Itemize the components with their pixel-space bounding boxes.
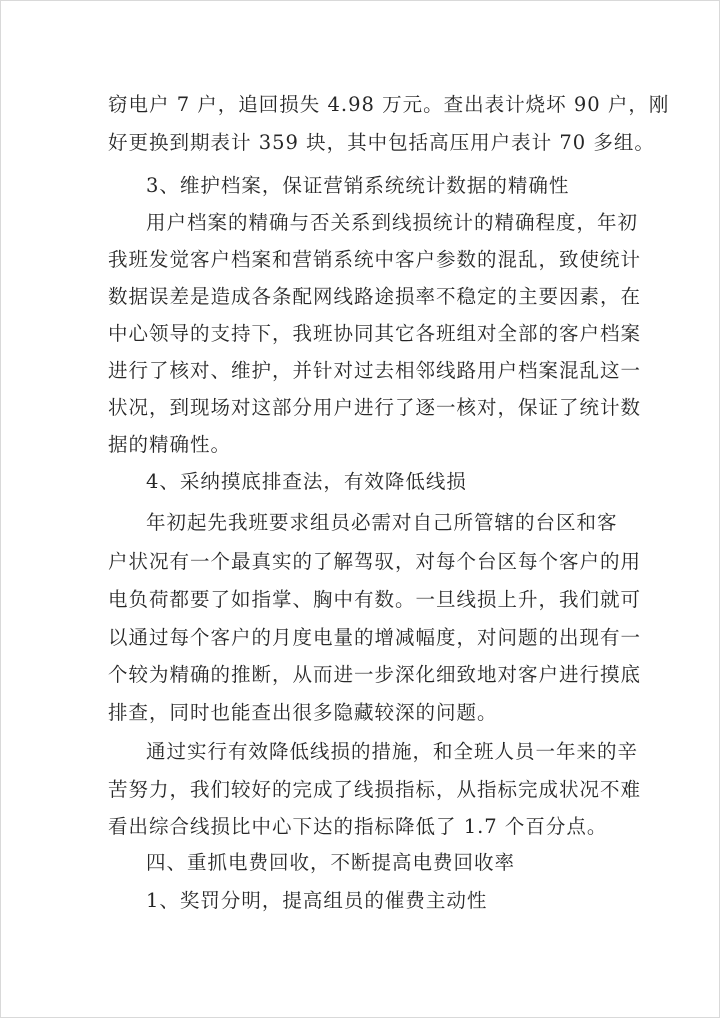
section-heading: 3、维护档案，保证营销系统统计数据的精确性 bbox=[146, 174, 570, 197]
section-heading: 1、奖罚分明，提高组员的催费主动性 bbox=[146, 889, 488, 912]
paragraph-line: 年初起先我班要求组员必需对自己所管辖的台区和客 bbox=[146, 511, 618, 534]
paragraph-line: 个较为精确的推断，从而进一步深化细致地对客户进行摸底 bbox=[108, 663, 642, 686]
paragraph-line: 苦努力，我们较好的完成了线损指标，从指标完成状况不难 bbox=[108, 778, 642, 801]
paragraph-line: 好更换到期表计 359 块，其中包括高压用户表计 70 多组。 bbox=[108, 131, 655, 154]
section-heading: 四、重抓电费回收，不断提高电费回收率 bbox=[146, 851, 516, 874]
paragraph-line: 排查，同时也能查出很多隐藏较深的问题。 bbox=[108, 701, 498, 724]
paragraph-line: 户状况有一个最真实的了解驾驭，对每个台区每个客户的用 bbox=[108, 550, 642, 573]
paragraph-line: 用户档案的精确与否关系到线损统计的精确程度，年初 bbox=[146, 211, 639, 234]
paragraph-line: 我班发觉客户档案和营销系统中客户参数的混乱，致使统计 bbox=[108, 248, 642, 271]
paragraph-line: 中心领导的支持下，我班协同其它各班组对全部的客户档案 bbox=[108, 322, 642, 345]
paragraph-line: 进行了核对、维护，并针对过去相邻线路用户档案混乱这一 bbox=[108, 359, 642, 382]
paragraph-line: 数据误差是造成各条配网线路途损率不稳定的主要因素，在 bbox=[108, 285, 642, 308]
paragraph-line: 通过实行有效降低线损的措施，和全班人员一年来的辛 bbox=[146, 740, 639, 763]
paragraph-line: 据的精确性。 bbox=[108, 433, 232, 456]
paragraph-line: 窃电户 7 户，追回损失 4.98 万元。查出表计烧坏 90 户，刚 bbox=[108, 93, 670, 116]
paragraph-line: 电负荷都要了如指掌、胸中有数。一旦线损上升，我们就可 bbox=[108, 588, 642, 611]
paragraph-line: 看出综合线损比中心下达的指标降低了 1.7 个百分点。 bbox=[108, 815, 608, 838]
paragraph-line: 以通过每个客户的月度电量的增减幅度，对问题的出现有一 bbox=[108, 626, 642, 649]
section-heading: 4、采纳摸底排查法，有效降低线损 bbox=[146, 470, 467, 493]
paragraph-line: 状况，到现场对这部分用户进行了逐一核对，保证了统计数 bbox=[108, 396, 642, 419]
